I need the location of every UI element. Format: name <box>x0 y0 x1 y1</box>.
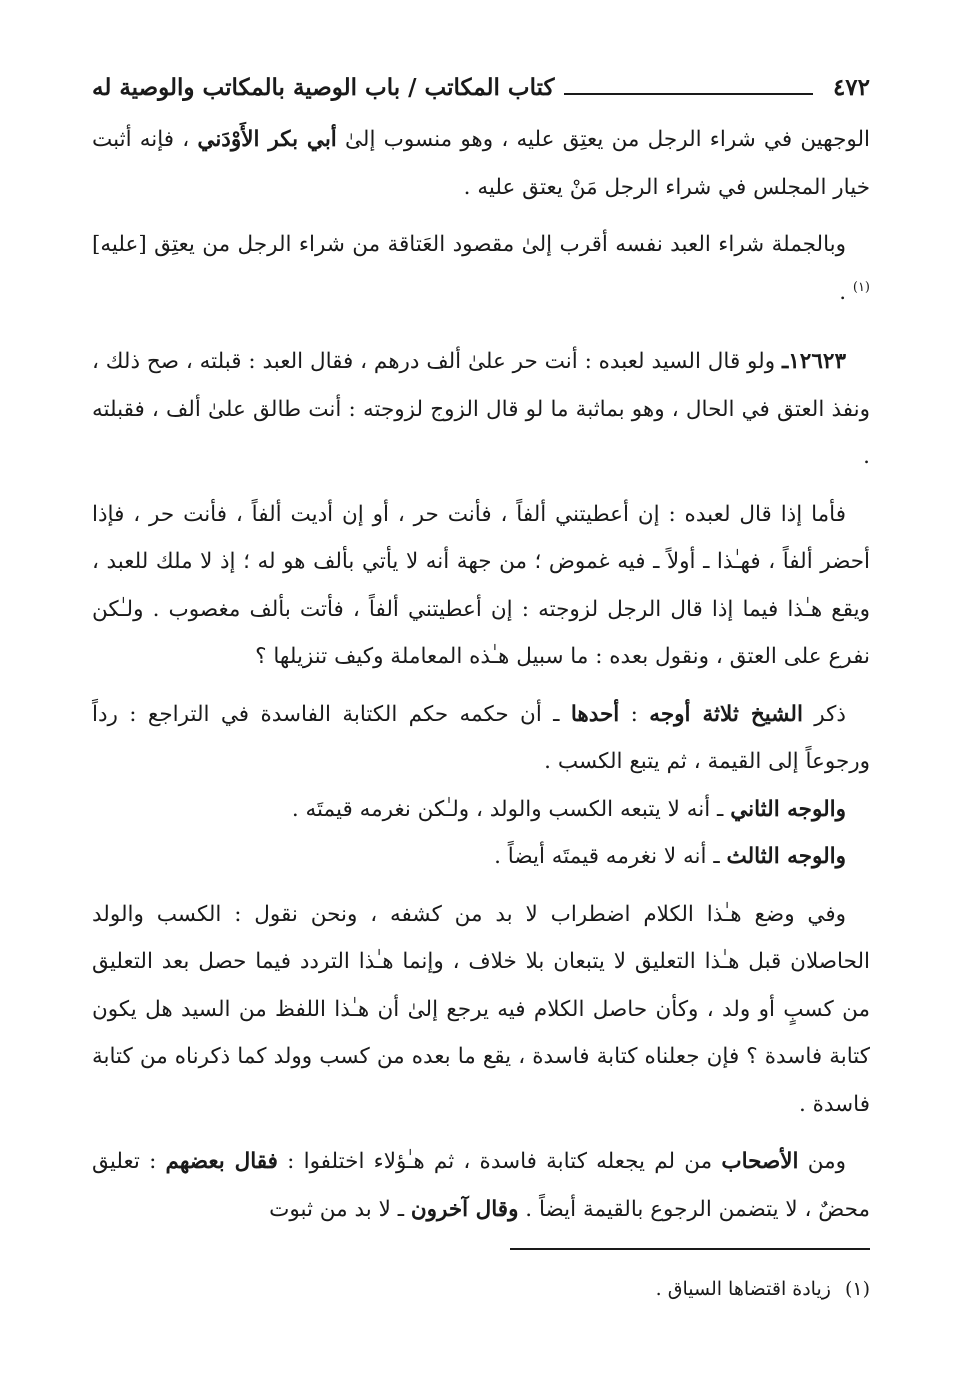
emphasis: أحدها <box>570 701 620 727</box>
text-run: وبالجملة شراء العبد نفسه أقرب إلىٰ مقصود العَتاقة من شراء الرجل من يعتِق [عليه] <box>92 232 846 257</box>
paragraph-3 <box>92 338 870 481</box>
text-run: ـ أنه لا يتبعه الكسب والولد ، ولـٰكن نغرمه قيمتَه . <box>291 796 731 822</box>
text-run: فأما إذا قال لعبده : إن أعطيتني ألفاً ، فأنت حر ، أو إن أديت ألفاً ، فأنت حر ، فإذا أحضر ألفاً ، فهـٰذا ـ أولاً ـ فيه غموض ؛ من جهة أنه لا يأتي بألف هو له ؛ إذ لا ملك للعبد ، ويقع هـٰذا فيما إذا قال الرجل لزوجته : إن أعطيتني ألفاً ، فأتت بألف مغصوب . ولـٰكن نفرع على العتق ، ونقول بعده : ما سبيل هـٰذه المعاملة وكيف تنزيلها ؟ <box>92 501 870 669</box>
text-run: ـ أن حكمه حكم الكتابة الفاسدة في التراجع : رداً ورجوعاً إلى القيمة ، ثم يتبع الكسب . <box>92 701 870 774</box>
footnote-rule <box>510 1248 870 1250</box>
paragraph-1 <box>92 116 870 211</box>
text-run: ـ لا بد من ثبوت <box>269 1196 411 1222</box>
footnote <box>656 1274 870 1304</box>
text-run: من لم يجعله كتابة فاسدة ، ثم هـٰؤلاء اختلفوا : <box>277 1149 722 1174</box>
text-run: ذكر <box>802 701 846 727</box>
text-run: وفي وضع هـٰذا الكلام اضطراب لا بد من كشفه ، ونحن نقول : الكسب والولد الحاصلان قبل هـٰذا التعليق لا يتبعان بلا خلاف ، وإنما هـٰذا التردد فيما حصل بعد التعليق من كسبٍ أو ولد ، وكأن حاصل الكلام فيه يرجع إلىٰ أن هـٰذا اللفظ من السيد هل يكون كتابة فاسدة ؟ فإن جعلناه كتابة فاسدة ، يقع ما بعده من كسب وولد كما ذكرناه من كتابة فاسدة . <box>92 901 870 1117</box>
footnote-number: (١) <box>844 1278 870 1300</box>
paragraph-9 <box>92 1138 870 1233</box>
footnote-text: زيادة اقتضاها السياق . <box>655 1278 831 1300</box>
paragraph-6 <box>92 786 870 834</box>
paragraph-7 <box>92 833 870 881</box>
emphasis: والوجه الثاني <box>730 796 846 822</box>
paragraph-2 <box>92 221 870 316</box>
running-header <box>92 74 870 114</box>
footnote-ref: (١) <box>852 279 870 295</box>
page-number: ٤٧٢ <box>832 74 870 101</box>
text-run: الوجهين في شراء الرجل من يعتِق عليه ، وهو منسوب إلىٰ <box>336 127 871 152</box>
text-run: . <box>839 279 853 305</box>
text-run: ـ أنه لا نغرمه قيمتَه أيضاً . <box>494 844 727 869</box>
book-page <box>92 74 871 1300</box>
header-rule <box>564 93 812 95</box>
person-name: أبي بكر الأَوْدَني <box>197 127 337 152</box>
page-body <box>92 116 870 1233</box>
emphasis: وقال آخرون <box>410 1196 519 1222</box>
issue-number: ١٢٦٢٣ـ <box>781 349 846 374</box>
text-run: : <box>619 701 650 727</box>
text-run: ومن <box>798 1149 846 1174</box>
paragraph-5 <box>92 691 870 786</box>
text-run: : تعليق محضٌ ، لا يتضمن الرجوع بالقيمة أيضاً . <box>92 1149 870 1222</box>
text-run: ، فإنه أثبت خيار المجلس في شراء الرجل مَنْ يعتق عليه . <box>92 127 870 200</box>
emphasis: الأصحاب <box>721 1149 799 1174</box>
paragraph-4 <box>92 491 870 681</box>
emphasis: فقال بعضهم <box>165 1149 278 1174</box>
paragraph-8 <box>92 891 870 1129</box>
text-run: ولو قال السيد لعبده : أنت حر علىٰ ألف درهم ، فقال العبد : قبلته ، صح ذلك ، ونفذ العتق في الحال ، وهو بماثبة ما لو قال الزوج لزوجته : أنت طالق علىٰ ألف ، فقبلته . <box>92 349 870 469</box>
running-title: كتاب المكاتب / باب الوصية بالمكاتب والوصية له <box>92 74 555 101</box>
emphasis: والوجه الثالث <box>726 844 846 869</box>
emphasis: الشيخ ثلاثة أوجه <box>649 701 803 727</box>
